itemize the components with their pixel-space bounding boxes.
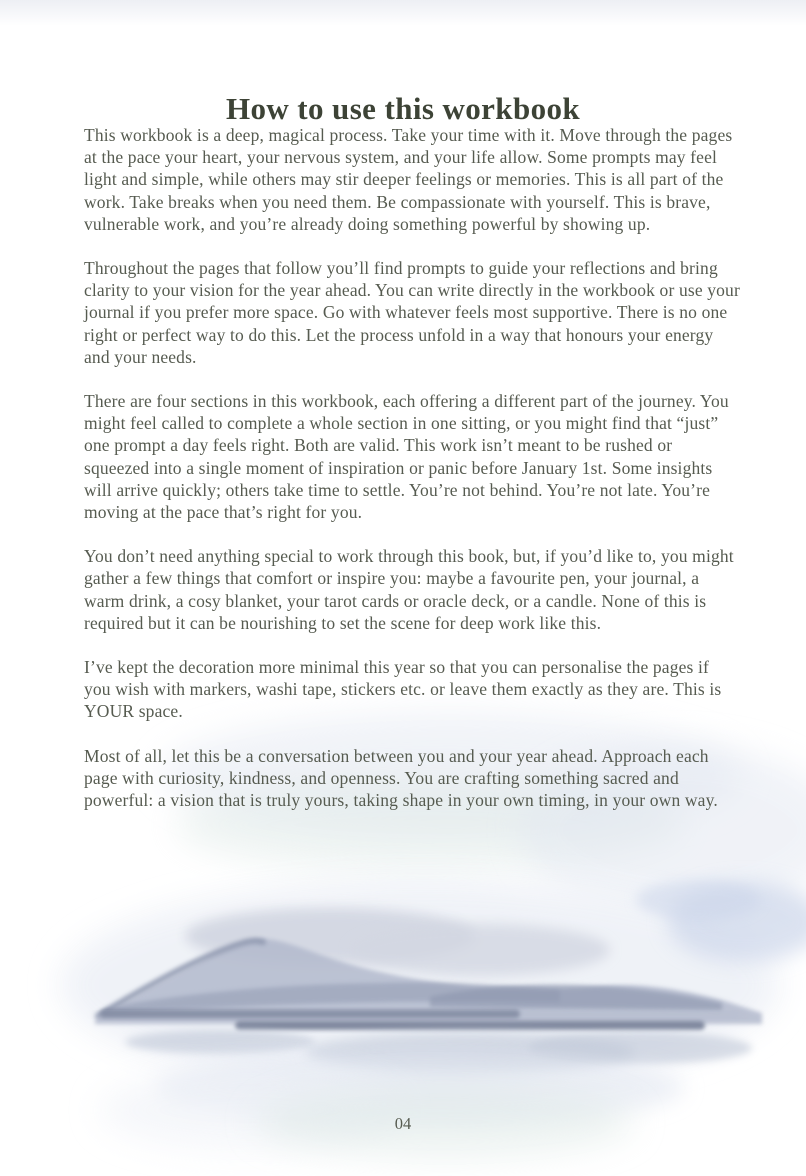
paragraph-3: There are four sections in this workbook, each offering a different part of the journey. You might feel called to complete a whole section in one sitting, or you might find that “just” one prompt a day feels right. Both are valid. This work isn’t meant to be rushed or squeezed into a single moment of inspiration or panic before January 1st. Some insights will arrive quickly; others take time to settle. You’re not behind. You’re not late. You’re moving at the pace that’s right for you. [84, 391, 729, 523]
paragraph-1: This workbook is a deep, magical process. Take your time with it. Move through the pages at the pace your heart, your nervous system, and your life allow. Some prompts may feel light and simple, while others may stir deeper feelings or memories. This is all part of the work. Take breaks when you need them. Be compassionate with yourself. This is brave, vulnerable work, and you’re already doing something powerful by showing up. [84, 125, 733, 234]
paragraph-6: Most of all, let this be a conversation between you and your year ahead. Approach each page with curiosity, kindness, and openness. You are crafting something sacred and powerful: a vision that is truly yours, taking shape in your own timing, in your own way. [84, 745, 718, 811]
body-text [84, 124, 740, 833]
watercolor-reflections [100, 1030, 752, 1158]
paragraph-2: Throughout the pages that follow you’ll find prompts to guide your reflections and bring clarity to your vision for the year ahead. You can write directly in the workbook or use your journal if you prefer more space. Go with whatever feels most supportive. There is no one right or perfect way to do this. Let the process unfold in a way that honours your energy and your needs. [84, 258, 740, 367]
page-top-shadow [0, 0, 806, 26]
paragraph-4: You don’t need anything special to work through this book, but, if you’d like to, you might gather a few things that comfort or inspire you: maybe a favourite pen, your journal, a warm drink, a cosy blanket, your tarot cards or oracle deck, or a candle. None of this is required but it can be nourishing to set the scene for deep work like this. [84, 546, 734, 633]
page-number: 04 [394, 1114, 412, 1133]
paragraph-5: I’ve kept the decoration more minimal this year so that you can personalise the pages if you wish with markers, washi tape, stickers etc. or leave them exactly as they are. This is YOUR space. [84, 657, 722, 722]
page-title: How to use this workbook [225, 90, 581, 126]
